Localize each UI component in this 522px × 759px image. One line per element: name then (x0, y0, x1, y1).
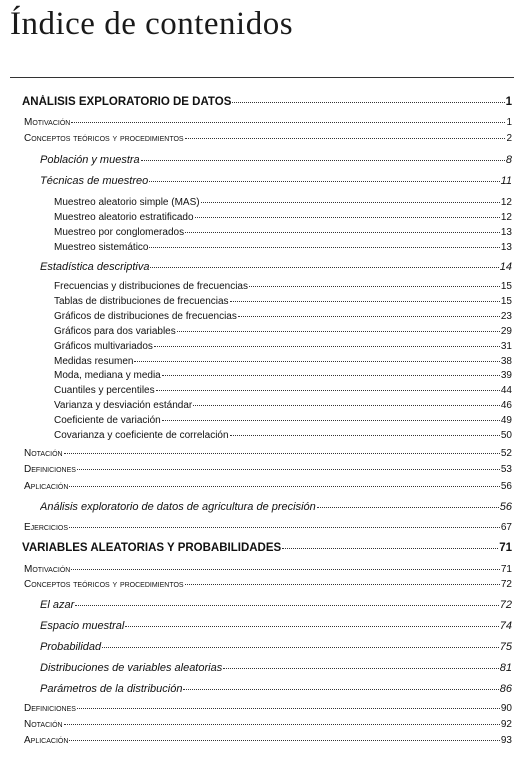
toc-dot-leader (232, 95, 504, 103)
toc-entry[interactable] (24, 116, 512, 128)
toc-dot-leader (177, 325, 500, 332)
toc-dot-leader (223, 662, 499, 669)
toc-entry-label: Definiciones (24, 463, 76, 475)
toc-entry[interactable] (40, 175, 512, 187)
toc-entry-page: 72 (499, 599, 512, 612)
toc-dot-leader (238, 310, 500, 317)
toc-entry-page: 15 (500, 295, 512, 307)
toc-entry-page: 75 (499, 641, 512, 654)
toc-dot-leader (185, 578, 500, 585)
toc-entry[interactable] (24, 563, 512, 575)
toc-entry[interactable] (24, 702, 512, 714)
toc-entry[interactable] (24, 578, 512, 590)
toc-entry-label: Muestreo por conglomerados (54, 226, 185, 238)
toc-dot-leader (71, 116, 505, 123)
toc-entry-page: 38 (500, 355, 512, 367)
toc-entry-label: Muestreo sistemático (54, 241, 149, 253)
toc-dot-leader (69, 734, 499, 741)
toc-entry[interactable] (24, 463, 512, 475)
toc-entry-page: 50 (500, 429, 512, 441)
toc-entry-page: 56 (499, 501, 512, 514)
toc-entry-page: 39 (500, 369, 512, 381)
toc-entry[interactable] (54, 384, 512, 396)
toc-entry-page: 31 (500, 340, 512, 352)
toc-entry[interactable] (40, 501, 512, 513)
title-divider (10, 77, 514, 78)
toc-dot-leader (162, 369, 500, 376)
toc-entry[interactable] (54, 196, 512, 208)
toc-entry-label: Técnicas de muestreo (40, 175, 149, 188)
toc-entry-page: 90 (500, 702, 512, 714)
toc-dot-leader (149, 175, 499, 182)
toc-entry-label: Gráficos para dos variables (54, 325, 176, 337)
toc-dot-leader (69, 480, 499, 487)
toc-entry-label: Coeficiente de variación (54, 414, 161, 426)
toc-entry-label: Definiciones (24, 702, 76, 714)
toc-entry-page: 74 (499, 620, 512, 633)
toc-dot-leader (125, 620, 498, 627)
toc-entry-label: VARIABLES ALEATORIAS Y PROBABILIDADES (22, 541, 282, 554)
toc-entry-page: 67 (500, 521, 512, 533)
toc-dot-leader (77, 702, 500, 709)
toc-dot-leader (64, 447, 500, 454)
toc-entry-label: Conceptos teóricos y procedimientos (24, 578, 184, 590)
toc-entry-page: 56 (500, 480, 512, 492)
toc-entry-label: Tablas de distribuciones de frecuencias (54, 295, 229, 307)
toc-dot-leader (102, 641, 499, 648)
toc-entry[interactable] (54, 241, 512, 253)
toc-entry[interactable] (54, 355, 512, 367)
toc-entry-label: Varianza y desviación estándar (54, 399, 193, 411)
toc-dot-leader (71, 563, 500, 570)
toc-dot-leader (282, 541, 498, 549)
toc-entry-page: 52 (500, 447, 512, 459)
toc-entry-label: El azar (40, 599, 75, 612)
toc-entry[interactable] (54, 211, 512, 223)
toc-entry[interactable] (54, 280, 512, 292)
toc-entry-page: 53 (500, 463, 512, 475)
toc-entry-label: Conceptos teóricos y procedimientos (24, 132, 184, 144)
toc-entry-label: Medidas resumen (54, 355, 134, 367)
toc-dot-leader (193, 399, 500, 406)
toc-entry-label: Espacio muestral (40, 620, 125, 633)
toc-entry-page: 93 (500, 734, 512, 746)
toc-entry-label: Motivación (24, 116, 71, 128)
toc-entry[interactable] (40, 662, 512, 674)
toc-entry-page: 13 (500, 226, 512, 238)
toc-entry[interactable] (40, 683, 512, 695)
toc-entry-page: 15 (500, 280, 512, 292)
toc-entry-page: 11 (500, 175, 512, 188)
toc-dot-leader (134, 355, 499, 362)
toc-entry-page: 71 (499, 541, 512, 554)
toc-entry[interactable] (24, 480, 512, 492)
toc-entry-page: 2 (506, 132, 512, 144)
toc-entry-label: Moda, mediana y media (54, 369, 161, 381)
toc-entry-page: 12 (500, 196, 512, 208)
page-title: Índice de contenidos (10, 6, 294, 42)
toc-entry-label: Muestreo aleatorio estratificado (54, 211, 194, 223)
toc-dot-leader (156, 384, 500, 391)
toc-entry-label: Estadística descriptiva (40, 261, 150, 274)
toc-entry-label: Gráficos de distribuciones de frecuencias (54, 310, 237, 322)
toc-entry-label: Muestreo aleatorio simple (MAS) (54, 196, 200, 208)
toc-dot-leader (77, 463, 500, 470)
toc-entry[interactable] (40, 261, 512, 273)
toc-entry[interactable] (54, 295, 512, 307)
toc-entry-label: Distribuciones de variables aleatorias (40, 662, 223, 675)
toc-entry-label: Cuantiles y percentiles (54, 384, 155, 396)
toc-entry[interactable] (54, 226, 512, 238)
toc-entry[interactable] (22, 95, 512, 108)
toc-entry-page: 81 (499, 662, 512, 675)
toc-entry[interactable] (54, 414, 512, 426)
toc-entry-label: Probabilidad (40, 641, 102, 654)
toc-dot-leader (75, 599, 499, 606)
toc-dot-leader (149, 241, 499, 248)
toc-entry-label: Gráficos multivariados (54, 340, 153, 352)
toc-dot-leader (201, 196, 500, 203)
toc-entry[interactable] (54, 369, 512, 381)
toc-entry[interactable] (24, 718, 512, 730)
toc-entry-page: 13 (500, 241, 512, 253)
toc-dot-leader (185, 226, 500, 233)
toc-dot-leader (317, 501, 499, 508)
toc-entry-label: Población y muestra (40, 154, 140, 167)
toc-entry-page: 49 (500, 414, 512, 426)
toc-dot-leader (230, 429, 500, 436)
toc-dot-leader (154, 340, 500, 347)
toc-entry-page: 23 (500, 310, 512, 322)
toc-dot-leader (69, 521, 500, 528)
toc-entry-label: Aplicación (24, 734, 69, 746)
toc-entry-label: Motivación (24, 563, 71, 575)
toc-entry[interactable] (54, 429, 512, 441)
toc-entry-label: Ejercicios (24, 521, 69, 533)
toc-entry[interactable] (54, 340, 512, 352)
toc-entry-label: Covarianza y coeficiente de correlación (54, 429, 229, 441)
toc-entry-page: 8 (505, 154, 512, 167)
toc-dot-leader (183, 683, 498, 690)
toc-dot-leader (64, 718, 500, 725)
toc-dot-leader (185, 132, 506, 139)
toc-entry-page: 1 (506, 116, 512, 128)
toc-dot-leader (150, 261, 498, 268)
toc-dot-leader (230, 295, 500, 302)
toc-entry-label: Notación (24, 447, 63, 459)
toc-entry-page: 12 (500, 211, 512, 223)
toc-entry[interactable] (24, 132, 512, 144)
toc-entry-label: ANÁLISIS EXPLORATORIO DE DATOS (22, 95, 232, 108)
toc-entry-page: 71 (500, 563, 512, 575)
toc-dot-leader (141, 154, 505, 161)
toc-entry-page: 92 (500, 718, 512, 730)
toc-dot-leader (162, 414, 500, 421)
toc-entry[interactable] (24, 447, 512, 459)
toc-entry-label: Notación (24, 718, 63, 730)
toc-entry[interactable] (24, 521, 512, 533)
toc-dot-leader (195, 211, 500, 218)
toc-entry-page: 29 (500, 325, 512, 337)
toc-dot-leader (249, 280, 500, 287)
toc-entry[interactable] (54, 310, 512, 322)
toc-entry-page: 46 (500, 399, 512, 411)
toc-entry-label: Frecuencias y distribuciones de frecuencias (54, 280, 248, 292)
toc-entry[interactable] (22, 541, 512, 554)
toc-entry-label: Análisis exploratorio de datos de agricultura de precisión (40, 501, 316, 514)
toc-entry[interactable] (40, 154, 512, 166)
toc-entry-page: 86 (499, 683, 512, 696)
toc-entry-page: 1 (505, 95, 512, 108)
toc-entry-page: 14 (499, 261, 512, 274)
toc-entry[interactable] (40, 620, 512, 632)
toc-entry-page: 72 (500, 578, 512, 590)
toc-entry-label: Parámetros de la distribución (40, 683, 183, 696)
toc-entry[interactable] (40, 641, 512, 653)
toc-entry-page: 44 (500, 384, 512, 396)
toc-entry[interactable] (54, 325, 512, 337)
toc-entry[interactable] (40, 599, 512, 611)
toc-entry[interactable] (24, 734, 512, 746)
toc-entry-label: Aplicación (24, 480, 69, 492)
toc-entry[interactable] (54, 399, 512, 411)
